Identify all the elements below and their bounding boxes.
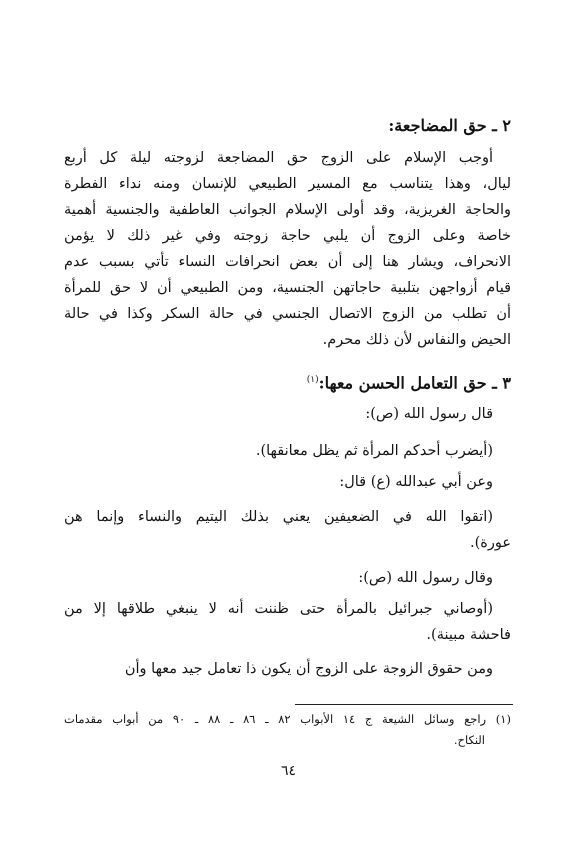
quote-line: فاحشة مبينة).: [426, 627, 511, 643]
footnote: [64, 709, 511, 751]
paragraph-line: الحيض والنفاس لأن ذلك محرم.: [322, 332, 511, 348]
quote-block: [64, 596, 511, 648]
section-2-paragraph: [64, 145, 511, 353]
page-number: ٦٤: [280, 763, 297, 779]
paragraph-line: ومن حقوق الزوجة على الزوج أن يكون ذا تعامل جيد معها وأن: [124, 661, 493, 677]
footnote-divider: [295, 704, 513, 705]
quote-line: (أوصاني جبرائيل بالمرأة حتى ظننت أنه لا ينبغي طلاقها إلا من: [64, 601, 493, 617]
paragraph-line: أن تطلب من الزوج الاتصال الجنسي في حالة السكر وكذا في حالة: [64, 306, 511, 322]
section-3-heading: [64, 370, 511, 393]
quote: (أيضرب أحدكم المرأة ثم يظل معانقها).: [255, 443, 493, 459]
paragraph-line: قيام أزواجهن بتلبية حاجاتهن الجنسية، ومن الطبيعي أن لا حق للمرأة: [64, 280, 511, 296]
quote-intro: قال رسول الله (ص):: [365, 406, 493, 422]
section-3-heading-text: ٣ ـ حق التعامل الحسن معها:: [318, 373, 511, 393]
paragraph-line: ليال، وهذا يتناسب مع المسير الطبيعي للإنسان ومنه نداء الفطرة: [64, 176, 511, 192]
quote-line: عورة).: [469, 535, 511, 551]
quote-intro: وقال رسول الله (ص):: [358, 570, 493, 586]
quote-line: (اتقوا الله في الضعيفين يعني بذلك اليتيم والنساء وإنما هن: [64, 509, 493, 525]
footnote-line: النكاح.: [453, 733, 485, 747]
paragraph-line: خاصة وعلى الزوج أن يلبي حاجة زوجته وفي غير ذلك لا يؤمن: [64, 228, 511, 244]
paragraph-line: الانحراف، ويشار هنا إلى أن بعض انحرافات النساء تأتي بسبب عدم: [64, 254, 511, 270]
quote-intro: وعن أبي عبدالله (ع) قال:: [339, 474, 493, 490]
section-2-heading: ٢ ـ حق المضاجعة:: [388, 116, 511, 135]
footnote-line: (١) راجع وسائل الشيعة ج ١٤ الأبواب ٨٢ ـ ٨٦ ـ ٨٨ ـ ٩٠ من أبواب مقدمات: [64, 712, 511, 726]
paragraph-line: والحاجة الغريزية، وقد أولى الإسلام الجوانب العاطفية والجنسية أهمية: [64, 202, 511, 218]
footnote-reference: (١): [306, 375, 319, 385]
paragraph-line: أوجب الإسلام على الزوج حق المضاجعة لزوجته ليلة كل أربع: [64, 150, 493, 166]
quote-block: [64, 504, 511, 556]
